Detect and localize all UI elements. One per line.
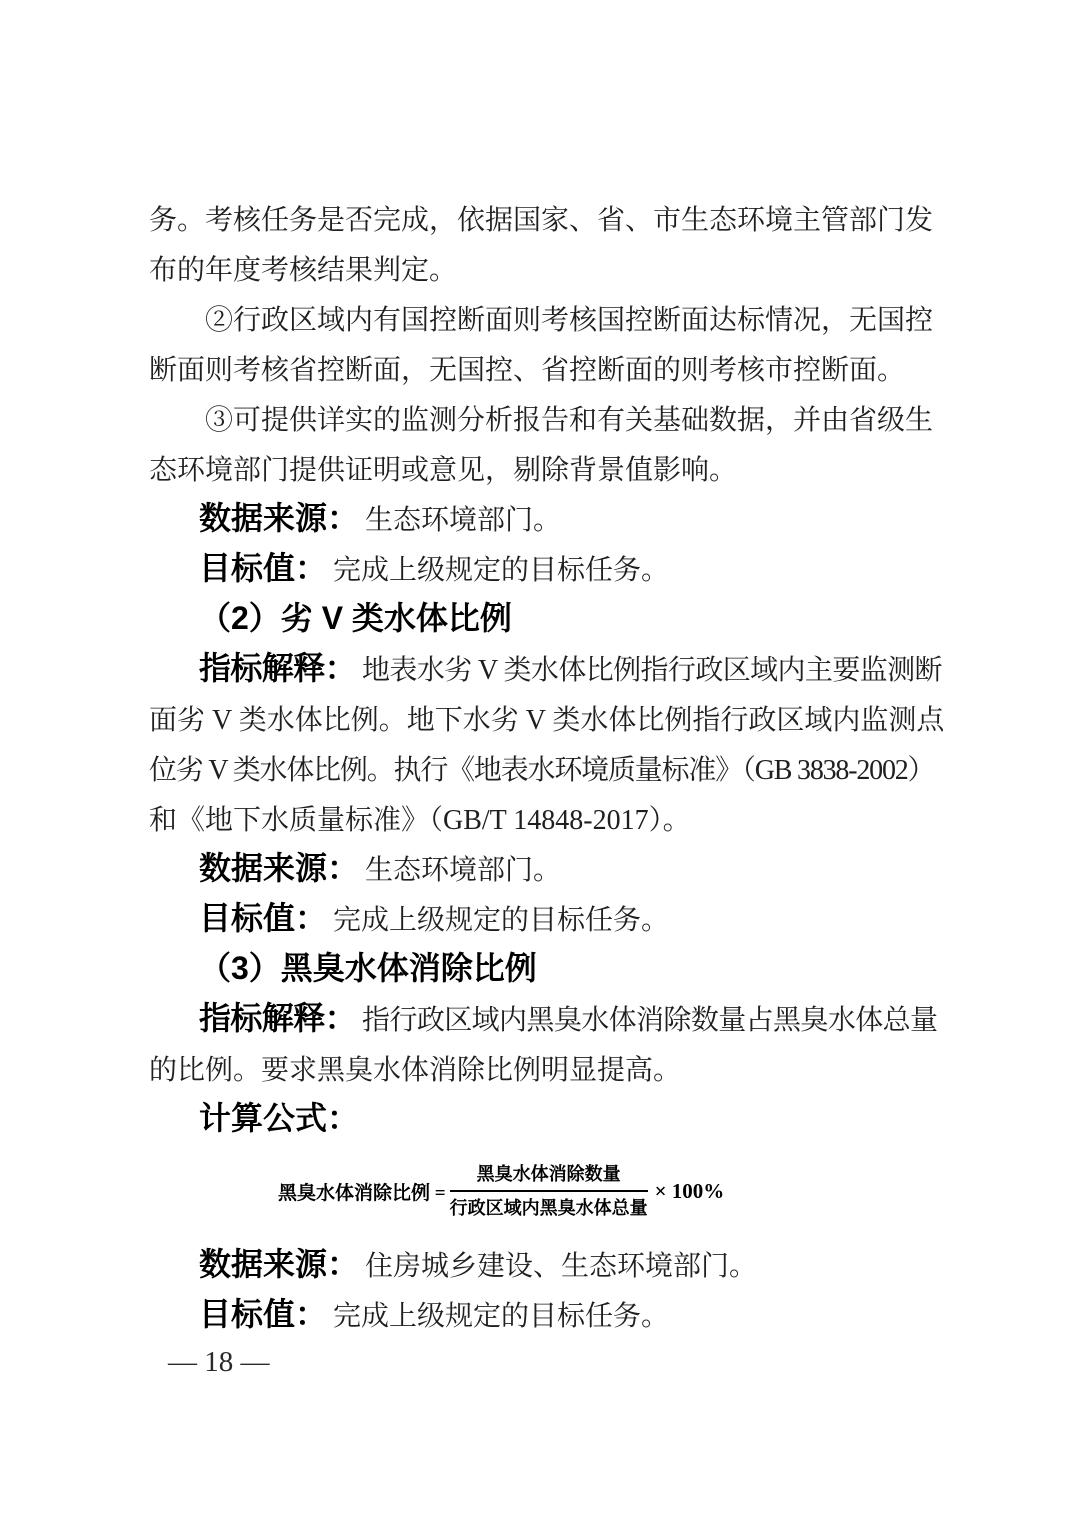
line-text: 的比例。要求黑臭水体消除比例明显提高。 (149, 1055, 682, 1086)
line-text: 务。考核任务是否完成，依据国家、省、市生态环境主管部门发 (149, 205, 934, 236)
line-text: 地表水劣 V 类水体比例指行政区域内主要监测断 (362, 655, 942, 686)
data-source-label: 数据来源： (199, 500, 360, 536)
line-text: 完成上级规定的目标任务。 (333, 1301, 670, 1332)
body-line (143, 193, 933, 243)
body-line (143, 243, 933, 293)
data-source-label: 数据来源： (199, 850, 360, 886)
line-text: 完成上级规定的目标任务。 (333, 555, 670, 586)
section-heading-2: （2）劣 V 类水体比例 (199, 600, 512, 636)
line-text: 生态环境部门。 (365, 505, 562, 536)
indicator-explanation-label: 指标解释： (199, 650, 357, 686)
body-line (143, 793, 933, 843)
line-text: 完成上级规定的目标任务。 (333, 905, 670, 936)
line-text: 生态环境部门。 (365, 855, 562, 886)
body-line (143, 393, 933, 443)
data-source-line (143, 843, 933, 893)
target-value-line (143, 893, 933, 943)
line-text: 布的年度考核结果判定。 (149, 255, 458, 286)
formula-lhs: 黑臭水体消除比例 = (278, 1182, 446, 1204)
line-text: ②行政区域内有国控断面则考核国控断面达标情况，无国控 (205, 305, 934, 336)
data-source-line (143, 1239, 933, 1289)
target-value-line (143, 543, 933, 593)
line-text: 面劣 V 类水体比例。地下水劣 V 类水体比例指行政区域内监测点 (149, 705, 945, 736)
data-source-line (143, 493, 933, 543)
indicator-explanation-line (143, 643, 942, 693)
line-text: 态环境部门提供证明或意见，剔除背景值影响。 (149, 455, 738, 486)
target-value-label: 目标值： (199, 1296, 328, 1332)
body-line (143, 743, 933, 793)
line-text: 和《地下水质量标准》（GB/T 14848-2017）。 (149, 805, 691, 836)
calc-formula-label: 计算公式： (199, 1100, 360, 1136)
indicator-explanation-line (143, 993, 938, 1043)
section-heading-3: （3）黑臭水体消除比例 (199, 950, 537, 986)
calc-formula-line (143, 1093, 933, 1143)
line-text: 位劣 V 类水体比例。执行《地表水环境质量标准》（GB 3838-2002） (149, 755, 935, 786)
formula (143, 1143, 933, 1239)
line-text: 住房城乡建设、生态环境部门。 (365, 1251, 758, 1282)
indicator-explanation-label: 指标解释： (199, 1000, 357, 1036)
formula-numerator: 黑臭水体消除数量 (476, 1164, 621, 1184)
page-number: — 18 — (168, 1346, 270, 1378)
data-source-label: 数据来源： (199, 1246, 360, 1282)
body-line (143, 1043, 933, 1093)
target-value-label: 目标值： (199, 900, 328, 936)
body-line (143, 343, 933, 393)
text-column (143, 193, 945, 1389)
body-line (143, 293, 933, 343)
target-value-line (143, 1289, 933, 1339)
line-text: 断面则考核省控断面，无国控、省控断面的则考核市控断面。 (149, 355, 906, 386)
line-text: ③可提供详实的监测分析报告和有关基础数据，并由省级生 (205, 405, 934, 436)
body-line (143, 693, 945, 743)
body-line (143, 443, 933, 493)
target-value-label: 目标值： (199, 550, 328, 586)
formula-denominator: 行政区域内黑臭水体总量 (450, 1190, 648, 1221)
formula-fraction (450, 1161, 648, 1221)
line-text: 指行政区域内黑臭水体消除数量占黑臭水体总量 (362, 1005, 938, 1036)
formula-multiplier: × 100% (654, 1178, 725, 1203)
